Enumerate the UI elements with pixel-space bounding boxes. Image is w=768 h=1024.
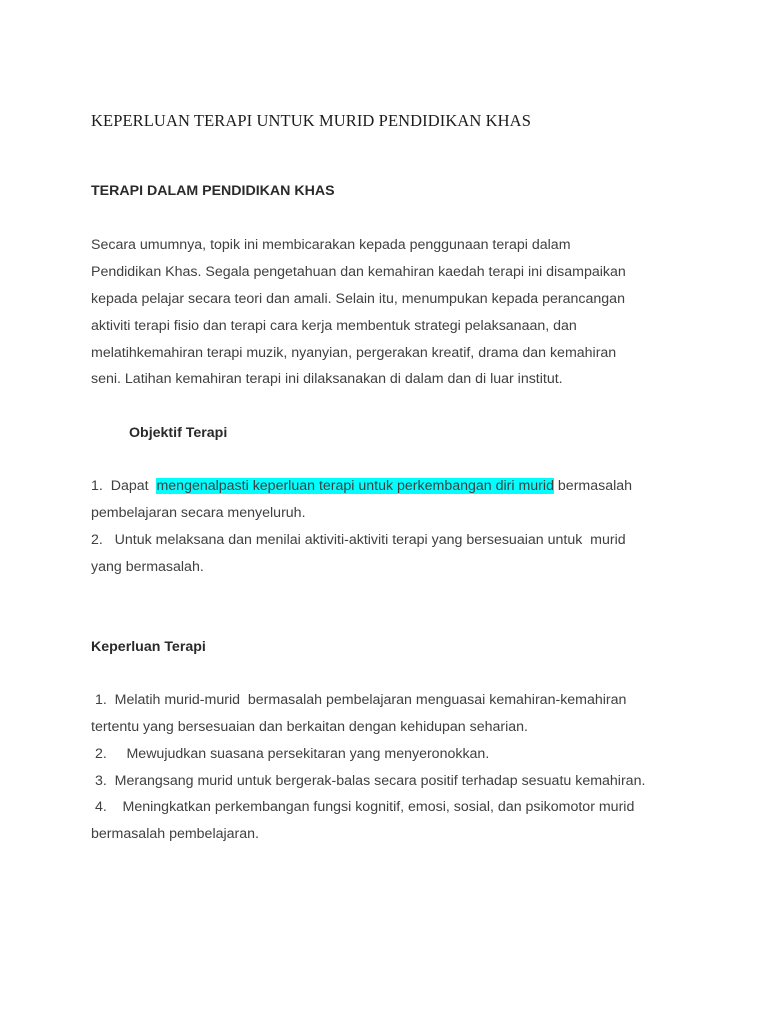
intro-line: Secara umumnya, topik ini membicarakan kepada penggunaan terapi dalam (91, 237, 571, 253)
keperluan-line: 1. Melatih murid-murid bermasalah pembelajaran menguasai kemahiran-kemahiran (91, 692, 627, 708)
intro-line: kepada pelajar secara teori dan amali. Selain itu, menumpukan kepada perancangan (91, 291, 625, 307)
keperluan-line: 3. Merangsang murid untuk bergerak-balas secara positif terhadap sesuatu kemahiran. (91, 773, 646, 789)
keperluan-line: tertentu yang bersesuaian dan berkaitan dengan kehidupan seharian. (91, 719, 528, 735)
objektif-item-2-continued: yang bermasalah. (91, 559, 204, 575)
keperluan-line: 4. Meningkatkan perkembangan fungsi kognitif, emosi, sosial, dan psikomotor murid (91, 799, 635, 815)
keperluan-line: bermasalah pembelajaran. (91, 826, 259, 842)
keperluan-heading: Keperluan Terapi (91, 639, 206, 655)
objektif-item-2: 2. Untuk melaksana dan menilai aktiviti-aktiviti terapi yang bersesuaian untuk murid (91, 532, 626, 548)
intro-line: aktiviti terapi fisio dan terapi cara kerja membentuk strategi pelaksanaan, dan (91, 318, 577, 334)
intro-line: Pendidikan Khas. Segala pengetahuan dan kemahiran kaedah terapi ini disampaikan (91, 264, 626, 280)
section-heading-terapi: TERAPI DALAM PENDIDIKAN KHAS (91, 183, 335, 199)
objektif-item-1-prefix: 1. Dapat (91, 478, 157, 494)
objektif-heading: Objektif Terapi (129, 425, 228, 441)
intro-line: seni. Latihan kemahiran terapi ini dilaksanakan di dalam dan di luar institut. (91, 371, 563, 387)
objektif-item-1-continued: pembelajaran secara menyeluruh. (91, 505, 306, 521)
keperluan-line: 2. Mewujudkan suasana persekitaran yang menyeronokkan. (91, 746, 490, 762)
document-title: KEPERLUAN TERAPI UNTUK MURID PENDIDIKAN KHAS (91, 111, 531, 130)
objektif-item-1 (91, 476, 632, 496)
intro-line: melatihkemahiran terapi muzik, nyanyian, pergerakan kreatif, drama dan kemahiran (91, 345, 617, 361)
objektif-item-1-suffix: bermasalah (553, 478, 633, 494)
highlighted-text: mengenalpasti keperluan terapi untuk perkembangan diri murid (156, 478, 554, 494)
